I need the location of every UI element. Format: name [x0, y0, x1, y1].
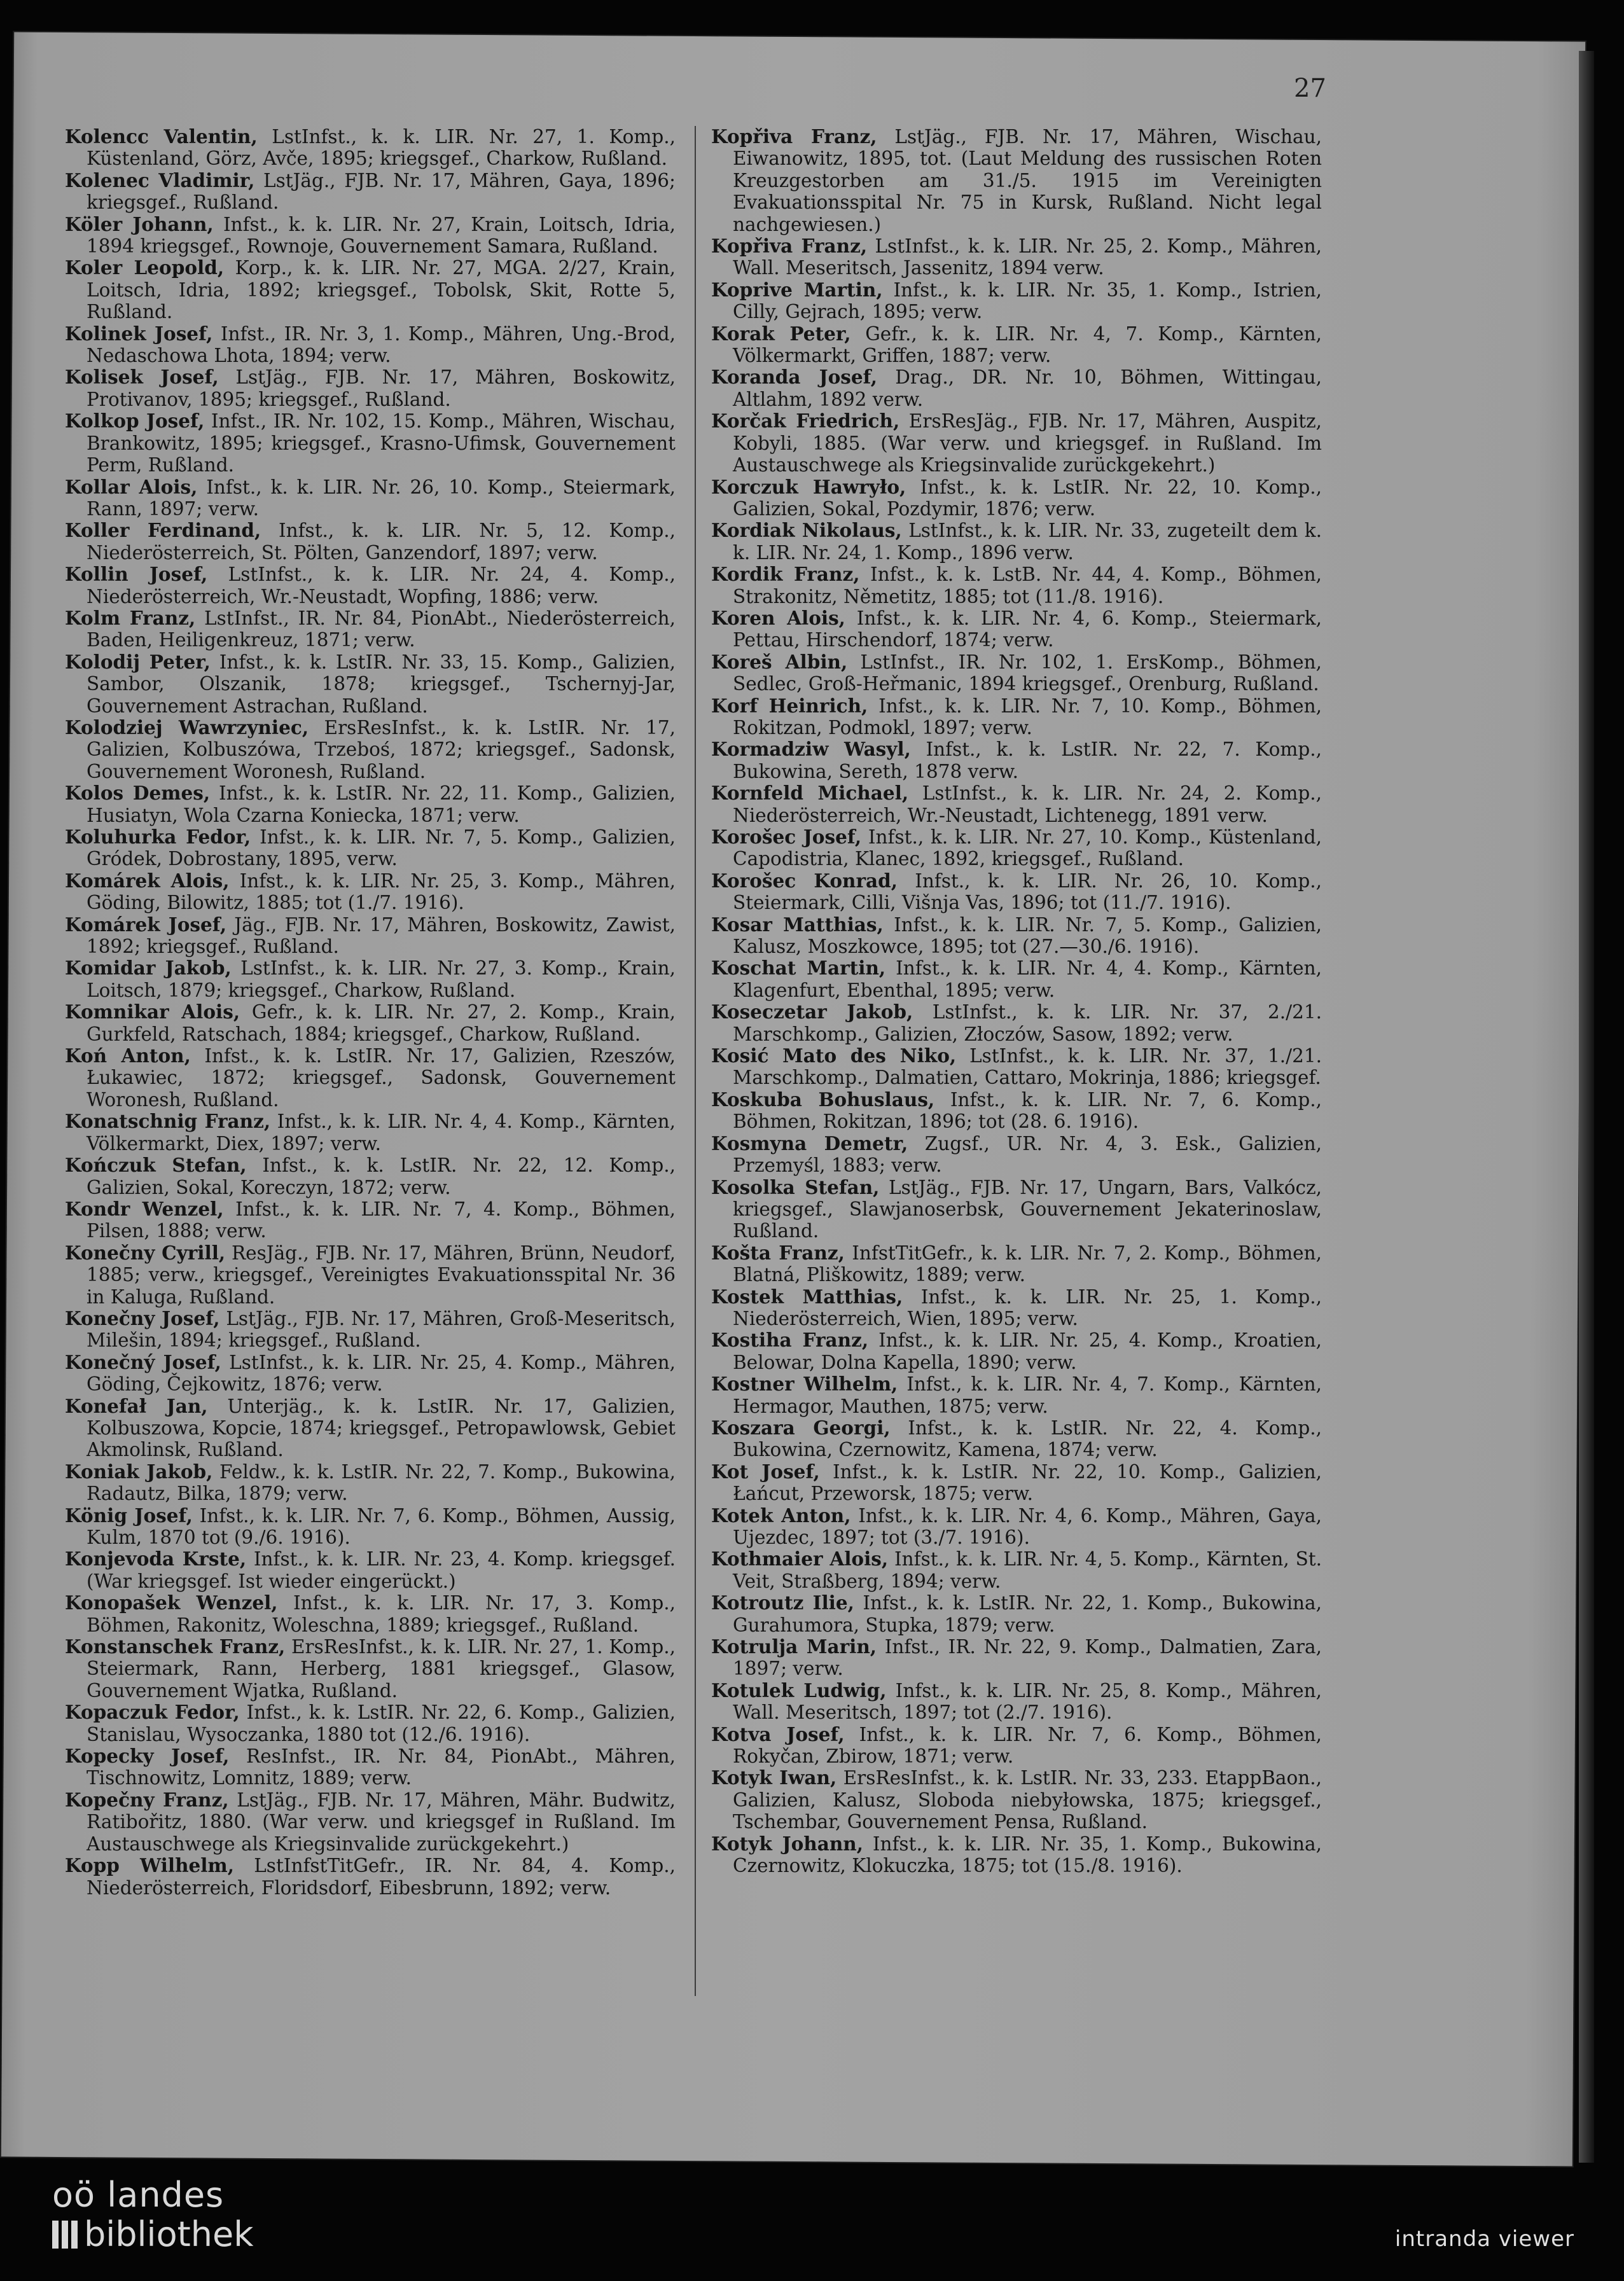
- register-entry: [65, 1045, 676, 1111]
- entry-name: Kotva Josef,: [711, 1723, 845, 1745]
- entry-details: LstJäg., FJB. Nr. 17, Mähren, Gaya, 1896; kriegsgef., Rußland.: [87, 169, 676, 214]
- register-entry: [711, 1001, 1322, 1045]
- entry-name: Konatschnig Franz,: [65, 1110, 271, 1133]
- register-entry: [65, 1461, 676, 1505]
- entry-details: ErsResInfst., k. k. LstIR. Nr. 33, 233. EtappBaon., Galizien, Kalusz, Sloboda niebyłowska, 1875; kriegsgef., Tschembar, Gouvernement Pensa, Rußland.: [733, 1767, 1322, 1833]
- register-entry: [65, 717, 676, 782]
- register-entry: [711, 782, 1322, 826]
- register-entry: [65, 1352, 676, 1396]
- register-entry: [711, 1636, 1322, 1680]
- entry-name: Konstanschek Franz,: [65, 1635, 286, 1658]
- entry-details: Infst., k. k. LIR. Nr. 4, 6. Komp., Steiermark, Pettau, Hirschendorf, 1874; verw.: [733, 607, 1322, 651]
- register-entry: [65, 1111, 676, 1154]
- entry-details: Infst., k. k. LIR. Nr. 25, 4. Komp., Kroatien, Belowar, Dolna Kapella, 1890; verw.: [733, 1329, 1322, 1373]
- register-entry: [711, 476, 1322, 520]
- entry-details: LstInfst., k. k. LIR. Nr. 37, 2./21. Marschkomp., Galizien, Złoczów, Sasow, 1892; verw.: [733, 1001, 1322, 1045]
- register-entry: [711, 1724, 1322, 1768]
- entry-details: Infst., k. k. LstIR. Nr. 33, 15. Komp., Galizien, Sambor, Olszanik, 1878; kriegsgef., Tschernyj-Jar, Gouvernement Astrachan, Rußland.: [87, 651, 676, 717]
- register-entry: [711, 1833, 1322, 1877]
- entry-name: Kormadziw Wasyl,: [711, 738, 911, 761]
- entry-details: Infst., k. k. LIR. Nr. 25, 3. Komp., Mähren, Göding, Bilowitz, 1885; tot (1./7. 1916).: [87, 870, 676, 914]
- register-entry: [65, 1636, 676, 1702]
- entry-name: Koń Anton,: [65, 1044, 191, 1067]
- entry-name: Koreš Albin,: [711, 650, 848, 673]
- entry-name: Kotroutz Ilie,: [711, 1591, 854, 1614]
- entry-details: Infst., k. k. LIR. Nr. 7, 6. Komp., Böhmen, Rokyčan, Zbirow, 1871; verw.: [733, 1723, 1322, 1768]
- entry-name: Kot Josef,: [711, 1460, 820, 1483]
- entry-details: Infst., k. k. LIR. Nr. 4, 5. Komp., Kärnten, St. Veit, Straßberg, 1894; verw.: [733, 1548, 1322, 1592]
- entry-details: Infst., k. k. LIR. Nr. 7, 5. Komp., Galizien, Kalusz, Moszkowce, 1895; tot (27.—30./6. 1916).: [733, 913, 1322, 958]
- entry-name: Kopaczuk Fedor,: [65, 1701, 240, 1724]
- entry-name: Korčak Friedrich,: [711, 410, 900, 433]
- entry-details: LstJäg., FJB. Nr. 17, Mähren, Groß-Meseritsch, Milešin, 1894; kriegsgef., Rußland.: [87, 1307, 676, 1352]
- entry-details: Korp., k. k. LIR. Nr. 27, MGA. 2/27, Krain, Loitsch, Idria, 1892; kriegsgef., Tobolsk, Skit, Rotte 5, Rußland.: [87, 257, 676, 323]
- entry-name: Kolenec Vladimir,: [65, 169, 255, 191]
- register-entry: [65, 870, 676, 914]
- logo-bars-icon: [52, 2221, 78, 2249]
- entry-details: Gefr., k. k. LIR. Nr. 4, 7. Komp., Kärnten, Völkermarkt, Griffen, 1887; verw.: [733, 322, 1322, 367]
- register-entry: [711, 1767, 1322, 1833]
- register-entry: [711, 1089, 1322, 1133]
- entry-name: Kosar Matthias,: [711, 913, 884, 936]
- register-entry: [65, 826, 676, 870]
- entry-details: Infst., k. k. LstB. Nr. 44, 4. Komp., Böhmen, Strakonitz, Němetitz, 1885; tot (11./8. 1916).: [733, 564, 1322, 607]
- entry-name: Kosmyna Demetr,: [711, 1132, 908, 1154]
- entry-details: ResJäg., FJB. Nr. 17, Mähren, Brünn, Neudorf, 1885; verw., kriegsgef., Vereinigtes Evakuationsspital Nr. 36 in Kaluga, Rußland.: [87, 1242, 676, 1308]
- register-entry: [711, 651, 1322, 695]
- register-entry: [65, 782, 676, 826]
- entry-details: LstInfst., k. k. LIR. Nr. 24, 2. Komp., Niederösterreich, Wr.-Neustadt, Lichtenegg, 1891 verw.: [733, 782, 1322, 826]
- entry-name: Koskuba Bohuslaus,: [711, 1088, 935, 1111]
- register-entry: [711, 607, 1322, 651]
- register-entry: [711, 520, 1322, 564]
- entry-details: Infst., k. k. LIR. Nr. 7, 5. Komp., Galizien, Gródek, Dobrostany, 1895, verw.: [87, 826, 676, 870]
- entry-name: Kopřiva Franz,: [711, 125, 877, 148]
- entry-name: Kothmaier Alois,: [711, 1548, 889, 1570]
- entry-details: Infst., k. k. LIR. Nr. 25, 1. Komp., Niederösterreich, Wien, 1895; verw.: [733, 1286, 1322, 1329]
- entry-name: Kopřiva Franz,: [711, 235, 868, 258]
- entry-name: Kopp Wilhelm,: [65, 1854, 234, 1877]
- register-entry: [65, 1745, 676, 1789]
- register-entry: [711, 738, 1322, 782]
- entry-name: Koniak Jakob,: [65, 1460, 213, 1483]
- entry-details: Infst., IR. Nr. 3, 1. Komp., Mähren, Ung.-Brod, Nedaschowa Lhota, 1894; verw.: [87, 322, 676, 367]
- register-entry: [65, 170, 676, 214]
- register-entry: [65, 126, 676, 170]
- register-entry: [711, 695, 1322, 739]
- entry-name: Kolos Demes,: [65, 782, 211, 805]
- entry-name: Koller Ferdinand,: [65, 519, 261, 542]
- entry-name: Kostek Matthias,: [711, 1285, 903, 1308]
- entry-name: Kolisek Josef,: [65, 366, 219, 389]
- entry-name: Kornfeld Michael,: [711, 782, 909, 805]
- page-edge-shadow: [1579, 51, 1594, 2163]
- register-entry: [711, 1177, 1322, 1242]
- register-entry: [711, 1133, 1322, 1177]
- entry-details: ResInfst., IR. Nr. 84, PionAbt., Mähren, Tischnowitz, Lomnitz, 1889; verw.: [87, 1745, 676, 1789]
- viewer-brand[interactable]: intranda viewer: [1394, 2226, 1574, 2252]
- entry-details: Infst., k. k. LIR. Nr. 7, 6. Komp., Böhmen, Aussig, Kulm, 1870 tot (9./6. 1916).: [87, 1504, 676, 1548]
- entry-details: Infst., k. k. LIR. Nr. 7, 6. Komp., Böhmen, Rokitzan, 1896; tot (28. 6. 1916).: [733, 1088, 1322, 1133]
- entry-name: Korf Heinrich,: [711, 694, 868, 717]
- register-entry: [65, 1242, 676, 1308]
- register-entry: [711, 826, 1322, 870]
- entry-details: Infst., k. k. LIR. Nr. 35, 1. Komp., Istrien, Cilly, Gejrach, 1895; verw.: [733, 279, 1322, 323]
- entry-details: Infst., k. k. LIR. Nr. 4, 6. Komp., Mähren, Gaya, Ujezdec, 1897; tot (3./7. 1916).: [733, 1504, 1322, 1548]
- right-column: [711, 126, 1322, 1877]
- entry-details: Drag., DR. Nr. 10, Böhmen, Wittingau, Altlahm, 1892 verw.: [733, 366, 1322, 410]
- entry-name: Kopečny Franz,: [65, 1788, 229, 1811]
- register-entry: [711, 1680, 1322, 1724]
- entry-details: InfstTitGefr., k. k. LIR. Nr. 7, 2. Komp., Böhmen, Blatná, Pliškowitz, 1889; verw.: [733, 1242, 1322, 1286]
- entry-details: Unterjäg., k. k. LstIR. Nr. 17, Galizien, Kolbuszowa, Kopcie, 1874; kriegsgef., Petropawlowsk, Gebiet Akmolinsk, Rußland.: [87, 1395, 676, 1461]
- register-entry: [711, 1548, 1322, 1592]
- column-divider: [695, 126, 696, 1996]
- register-entry: [711, 1286, 1322, 1330]
- entry-details: Infst., k. k. LIR. Nr. 27, Krain, Loitsch, Idria, 1894 kriegsgef., Rownoje, Gouvernement Samara, Rußland.: [87, 213, 676, 258]
- register-entry: [65, 1592, 676, 1636]
- entry-details: Infst., k. k. LstIR. Nr. 22, 7. Komp., Bukowina, Sereth, 1878 verw.: [733, 738, 1322, 782]
- register-entry: [711, 279, 1322, 323]
- entry-name: Komidar Jakob,: [65, 957, 232, 980]
- entry-details: Infst., k. k. LstIR. Nr. 22, 12. Komp., Galizien, Sokal, Koreczyn, 1872; verw.: [87, 1154, 676, 1198]
- entry-name: Kotulek Ludwig,: [711, 1679, 887, 1702]
- entry-details: Zugsf., UR. Nr. 4, 3. Esk., Galizien, Przemyśl, 1883; verw.: [733, 1132, 1322, 1177]
- entry-details: LstInfst., k. k. LIR. Nr. 33, zugeteilt dem k. k. LIR. Nr. 24, 1. Komp., 1896 verw.: [733, 520, 1322, 564]
- library-logo[interactable]: [52, 2175, 254, 2254]
- entry-name: Kollar Alois,: [65, 475, 198, 498]
- entry-details: Infst., k. k. LstIR. Nr. 22, 1. Komp., Bukowina, Gurahumora, Stupka, 1879; verw.: [733, 1592, 1322, 1636]
- register-entry: [711, 914, 1322, 958]
- register-entry: [711, 1461, 1322, 1505]
- entry-name: Koszara Georgi,: [711, 1416, 891, 1439]
- register-entry: [65, 1396, 676, 1461]
- entry-details: Infst., k. k. LIR. Nr. 23, 4. Komp. kriegsgef. (War kriegsgef. Ist wieder eingerückt.): [87, 1548, 676, 1592]
- register-entry: [65, 520, 676, 564]
- entry-name: Koluhurka Fedor,: [65, 826, 251, 848]
- entry-details: Infst., k. k. LIR. Nr. 26, 10. Komp., Steiermark, Cilli, Višnja Vas, 1896; tot (11./7. 1916).: [733, 870, 1322, 914]
- entry-name: Kolodziej Wawrzyniec,: [65, 716, 309, 738]
- entry-name: Köler Johann,: [65, 212, 214, 235]
- register-entry: [65, 1001, 676, 1045]
- entry-details: Infst., IR. Nr. 102, 15. Komp., Mähren, Wischau, Brankowitz, 1895; kriegsgef., Krasno-Ufimsk, Gouvernement Perm, Rußland.: [87, 410, 676, 476]
- entry-details: Infst., k. k. LstIR. Nr. 22, 10. Komp., Galizien, Sokal, Pozdymir, 1876; verw.: [733, 476, 1322, 520]
- entry-name: Komnikar Alois,: [65, 1001, 240, 1023]
- register-entry: [65, 607, 676, 651]
- entry-name: Kordiak Nikolaus,: [711, 519, 902, 542]
- entry-details: Infst., k. k. LIR. Nr. 4, 4. Komp., Kärnten, Klagenfurt, Ebenthal, 1895; verw.: [733, 957, 1322, 1001]
- register-entry: [65, 957, 676, 1001]
- register-entry: [711, 870, 1322, 914]
- entry-name: Koler Leopold,: [65, 256, 225, 279]
- entry-name: Kolinek Josef,: [65, 322, 213, 345]
- register-entry: [711, 410, 1322, 476]
- entry-name: Komárek Alois,: [65, 869, 230, 892]
- entry-details: LstInfst., IR. Nr. 102, 1. ErsKomp., Böhmen, Sedlec, Groß-Heřmanic, 1894 kriegsgef., Orenburg, Rußland.: [733, 651, 1322, 695]
- register-entry: [65, 1789, 676, 1855]
- entry-name: Kończuk Stefan,: [65, 1154, 247, 1177]
- register-entry: [711, 235, 1322, 279]
- entry-details: Infst., k. k. LstIR. Nr. 22, 11. Komp., Galizien, Husiatyn, Wola Czarna Koniecka, 1871; verw.: [87, 782, 676, 826]
- entry-name: Kotrulja Marin,: [711, 1635, 877, 1658]
- entry-name: Kollin Josef,: [65, 563, 208, 586]
- entry-name: Konopašek Wenzel,: [65, 1591, 278, 1614]
- register-entry: [65, 1154, 676, 1198]
- entry-name: Kosić Mato des Niko,: [711, 1044, 957, 1067]
- entry-name: Kolkop Josef,: [65, 410, 205, 433]
- entry-details: LstInfstTitGefr., IR. Nr. 84, 4. Komp., Niederösterreich, Floridsdorf, Eibesbrunn, 1892; verw.: [87, 1855, 676, 1899]
- entry-details: LstInfst., k. k. LIR. Nr. 27, 1. Komp., Küstenland, Görz, Avče, 1895; kriegsgef., Charkow, Rußland.: [87, 126, 676, 170]
- entry-name: Koschat Martin,: [711, 957, 886, 980]
- entry-details: Infst., k. k. LIR. Nr. 7, 10. Komp., Böhmen, Rokitzan, Podmokl, 1897; verw.: [733, 695, 1322, 738]
- register-entry: [65, 1308, 676, 1352]
- register-entry: [65, 651, 676, 717]
- entry-name: Kotek Anton,: [711, 1504, 851, 1527]
- entry-details: LstInfst., k. k. LIR. Nr. 27, 3. Komp., Krain, Loitsch, 1879; kriegsgef., Charkow, Rußland.: [87, 957, 676, 1001]
- register-entry: [65, 214, 676, 258]
- logo-text-line2: bibliothek: [84, 2214, 254, 2254]
- register-entry: [65, 1855, 676, 1899]
- entry-name: Koren Alois,: [711, 606, 845, 629]
- entry-name: Konjevoda Krste,: [65, 1548, 247, 1570]
- entry-details: Feldw., k. k. LstIR. Nr. 22, 7. Komp., Bukowina, Radautz, Bilka, 1879; verw.: [87, 1460, 676, 1505]
- entry-name: Korczuk Hawryło,: [711, 475, 906, 498]
- entry-details: Infst., k. k. LstIR. Nr. 17, Galizien, Rzeszów, Łukawiec, 1872; kriegsgef., Sadonsk, Gouvernement Woronesh, Rußland.: [87, 1045, 676, 1111]
- entry-name: Kolodij Peter,: [65, 650, 211, 673]
- entry-details: Infst., k. k. LIR. Nr. 5, 12. Komp., Niederösterreich, St. Pölten, Ganzendorf, 1897; verw.: [87, 520, 676, 564]
- entry-name: König Josef,: [65, 1504, 193, 1527]
- entry-details: LstJäg., FJB. Nr. 17, Ungarn, Bars, Valkócz, kriegsgef., Slawjanoserbsk, Gouvernement Jekaterinoslaw, Rußland.: [733, 1176, 1322, 1242]
- register-entry: [65, 257, 676, 322]
- register-entry: [711, 1505, 1322, 1549]
- register-entry: [711, 1242, 1322, 1286]
- entry-name: Kotyk Iwan,: [711, 1766, 837, 1789]
- entry-name: Korošec Konrad,: [711, 869, 898, 892]
- entry-details: LstJäg., FJB. Nr. 17, Mähren, Boskowitz, Protivanov, 1895; kriegsgef., Rußland.: [87, 366, 676, 410]
- entry-name: Kostner Wilhelm,: [711, 1373, 898, 1396]
- entry-name: Koprive Martin,: [711, 278, 883, 301]
- entry-name: Korošec Josef,: [711, 826, 862, 848]
- entry-details: Infst., IR. Nr. 22, 9. Komp., Dalmatien, Zara, 1897; verw.: [733, 1636, 1322, 1680]
- entry-details: LstJäg., FJB. Nr. 17, Mähren, Mähr. Budwitz, Ratibořitz, 1880. (War verw. und kriegsgef in Rußland. Im Austauschwege als Kriegsinvalide zurückgekehrt.): [87, 1789, 676, 1855]
- register-entry: [711, 366, 1322, 410]
- register-entry: [65, 366, 676, 410]
- page-number: 27: [1294, 74, 1326, 103]
- entry-details: LstJäg., FJB. Nr. 17, Mähren, Wischau, Eiwanowitz, 1895, tot. (Laut Meldung des russischen Roten Kreuzgestorben am 31./5. 1915 im Vereinigten Evakuationsspital Nr. 75 in Kursk, Rußland. Nicht legal nachgewiesen.): [733, 126, 1322, 235]
- register-entry: [65, 1198, 676, 1242]
- entry-details: LstInfst., k. k. LIR. Nr. 25, 4. Komp., Mähren, Göding, Čejkowitz, 1876; verw.: [87, 1351, 676, 1396]
- register-entry: [65, 476, 676, 520]
- register-entry: [711, 1373, 1322, 1417]
- entry-details: Infst., k. k. LstIR. Nr. 22, 10. Komp., Galizien, Łańcut, Przeworsk, 1875; verw.: [733, 1460, 1322, 1505]
- entry-details: Infst., k. k. LstIR. Nr. 22, 4. Komp., Bukowina, Czernowitz, Kamena, 1874; verw.: [733, 1417, 1322, 1461]
- entry-details: Infst., k. k. LIR. Nr. 7, 4. Komp., Böhmen, Pilsen, 1888; verw.: [87, 1198, 676, 1242]
- entry-details: Infst., k. k. LIR. Nr. 4, 4. Komp., Kärnten, Völkermarkt, Diex, 1897; verw.: [87, 1111, 676, 1154]
- entry-details: Infst., k. k. LIR. Nr. 25, 8. Komp., Mähren, Wall. Meseritsch, 1897; tot (2./7. 1916).: [733, 1679, 1322, 1724]
- entry-name: Kostiha Franz,: [711, 1329, 869, 1352]
- entry-name: Kotyk Johann,: [711, 1832, 863, 1855]
- entry-name: Košta Franz,: [711, 1241, 845, 1264]
- logo-text-line1: oö landes: [52, 2175, 225, 2215]
- register-entry: [711, 323, 1322, 367]
- entry-details: LstInfst., IR. Nr. 84, PionAbt., Niederösterreich, Baden, Heiligenkreuz, 1871; verw.: [87, 607, 676, 651]
- entry-name: Kondr Wenzel,: [65, 1197, 224, 1220]
- register-entry: [711, 1329, 1322, 1373]
- entry-name: Kolencc Valentin,: [65, 125, 258, 148]
- register-entry: [65, 323, 676, 367]
- register-entry: [711, 1045, 1322, 1089]
- entry-name: Kosolka Stefan,: [711, 1175, 880, 1198]
- entry-details: Infst., k. k. LIR. Nr. 4, 7. Komp., Kärnten, Hermagor, Mauthen, 1875; verw.: [733, 1373, 1322, 1417]
- entry-name: Kolm Franz,: [65, 606, 196, 629]
- entry-name: Konečny Josef,: [65, 1307, 220, 1329]
- register-entry: [65, 1702, 676, 1745]
- entry-name: Komárek Josef,: [65, 913, 227, 936]
- register-entry: [711, 564, 1322, 607]
- entry-details: Infst., k. k. LIR. Nr. 27, 10. Komp., Küstenland, Capodistria, Klanec, 1892, kriegsgef., Rußland.: [733, 826, 1322, 870]
- entry-details: Gefr., k. k. LIR. Nr. 27, 2. Komp., Krain, Gurkfeld, Ratschach, 1884; kriegsgef., Charkow, Rußland.: [87, 1001, 676, 1045]
- register-entry: [711, 957, 1322, 1001]
- register-entry: [711, 1417, 1322, 1461]
- entry-details: Infst., k. k. LstIR. Nr. 22, 6. Komp., Galizien, Stanislau, Wysoczanka, 1880 tot (12./6. 1916).: [87, 1702, 676, 1745]
- register-entry: [65, 410, 676, 476]
- entry-details: Infst., k. k. LIR. Nr. 26, 10. Komp., Steiermark, Rann, 1897; verw.: [87, 476, 676, 520]
- register-entry: [711, 126, 1322, 235]
- entry-details: Infst., k. k. LIR. Nr. 35, 1. Komp., Bukowina, Czernowitz, Klokuczka, 1875; tot (15./8. 1916).: [733, 1833, 1322, 1877]
- entry-name: Konečný Josef,: [65, 1350, 221, 1373]
- entry-details: ErsResInfst., k. k. LIR. Nr. 27, 1. Komp., Steiermark, Rann, Herberg, 1881 kriegsgef., Glasow, Gouvernement Wjatka, Rußland.: [87, 1636, 676, 1702]
- entry-name: Konečny Cyrill,: [65, 1241, 226, 1264]
- entry-details: Jäg., FJB. Nr. 17, Mähren, Boskowitz, Zawist, 1892; kriegsgef., Rußland.: [87, 913, 676, 958]
- entry-name: Kordik Franz,: [711, 563, 860, 586]
- register-entry: [65, 1548, 676, 1592]
- register-entry: [65, 1505, 676, 1549]
- entry-details: LstInfst., k. k. LIR. Nr. 25, 2. Komp., Mähren, Wall. Meseritsch, Jassenitz, 1894 verw.: [733, 235, 1322, 279]
- entry-name: Koseczetar Jakob,: [711, 1001, 913, 1023]
- register-entry: [65, 914, 676, 958]
- left-column: [65, 126, 676, 1899]
- entry-name: Konefał Jan,: [65, 1394, 208, 1417]
- entry-name: Kopecky Josef,: [65, 1745, 230, 1768]
- entry-details: ErsResInfst., k. k. LstIR. Nr. 17, Galizien, Kolbuszówa, Trzeboś, 1872; kriegsgef., Sadonsk, Gouvernement Woronesh, Rußland.: [87, 716, 676, 782]
- entry-details: LstInfst., k. k. LIR. Nr. 37, 1./21. Marschkomp., Dalmatien, Cattaro, Mokrinja, 1886; kriegsgef.: [733, 1045, 1322, 1089]
- register-entry: [711, 1592, 1322, 1636]
- entry-details: LstInfst., k. k. LIR. Nr. 24, 4. Komp., Niederösterreich, Wr.-Neustadt, Wopfing, 1886; verw.: [87, 564, 676, 607]
- entry-name: Korak Peter,: [711, 322, 851, 345]
- entry-details: ErsResJäg., FJB. Nr. 17, Mähren, Auspitz, Kobyli, 1885. (War verw. und kriegsgef. in Rußland. Im Austauschwege als Kriegsinvalide zurückgekehrt.): [733, 410, 1322, 476]
- entry-name: Koranda Josef,: [711, 366, 877, 389]
- register-entry: [65, 564, 676, 607]
- entry-details: Infst., k. k. LIR. Nr. 17, 3. Komp., Böhmen, Rakonitz, Woleschna, 1889; kriegsgef., Rußland.: [87, 1592, 676, 1636]
